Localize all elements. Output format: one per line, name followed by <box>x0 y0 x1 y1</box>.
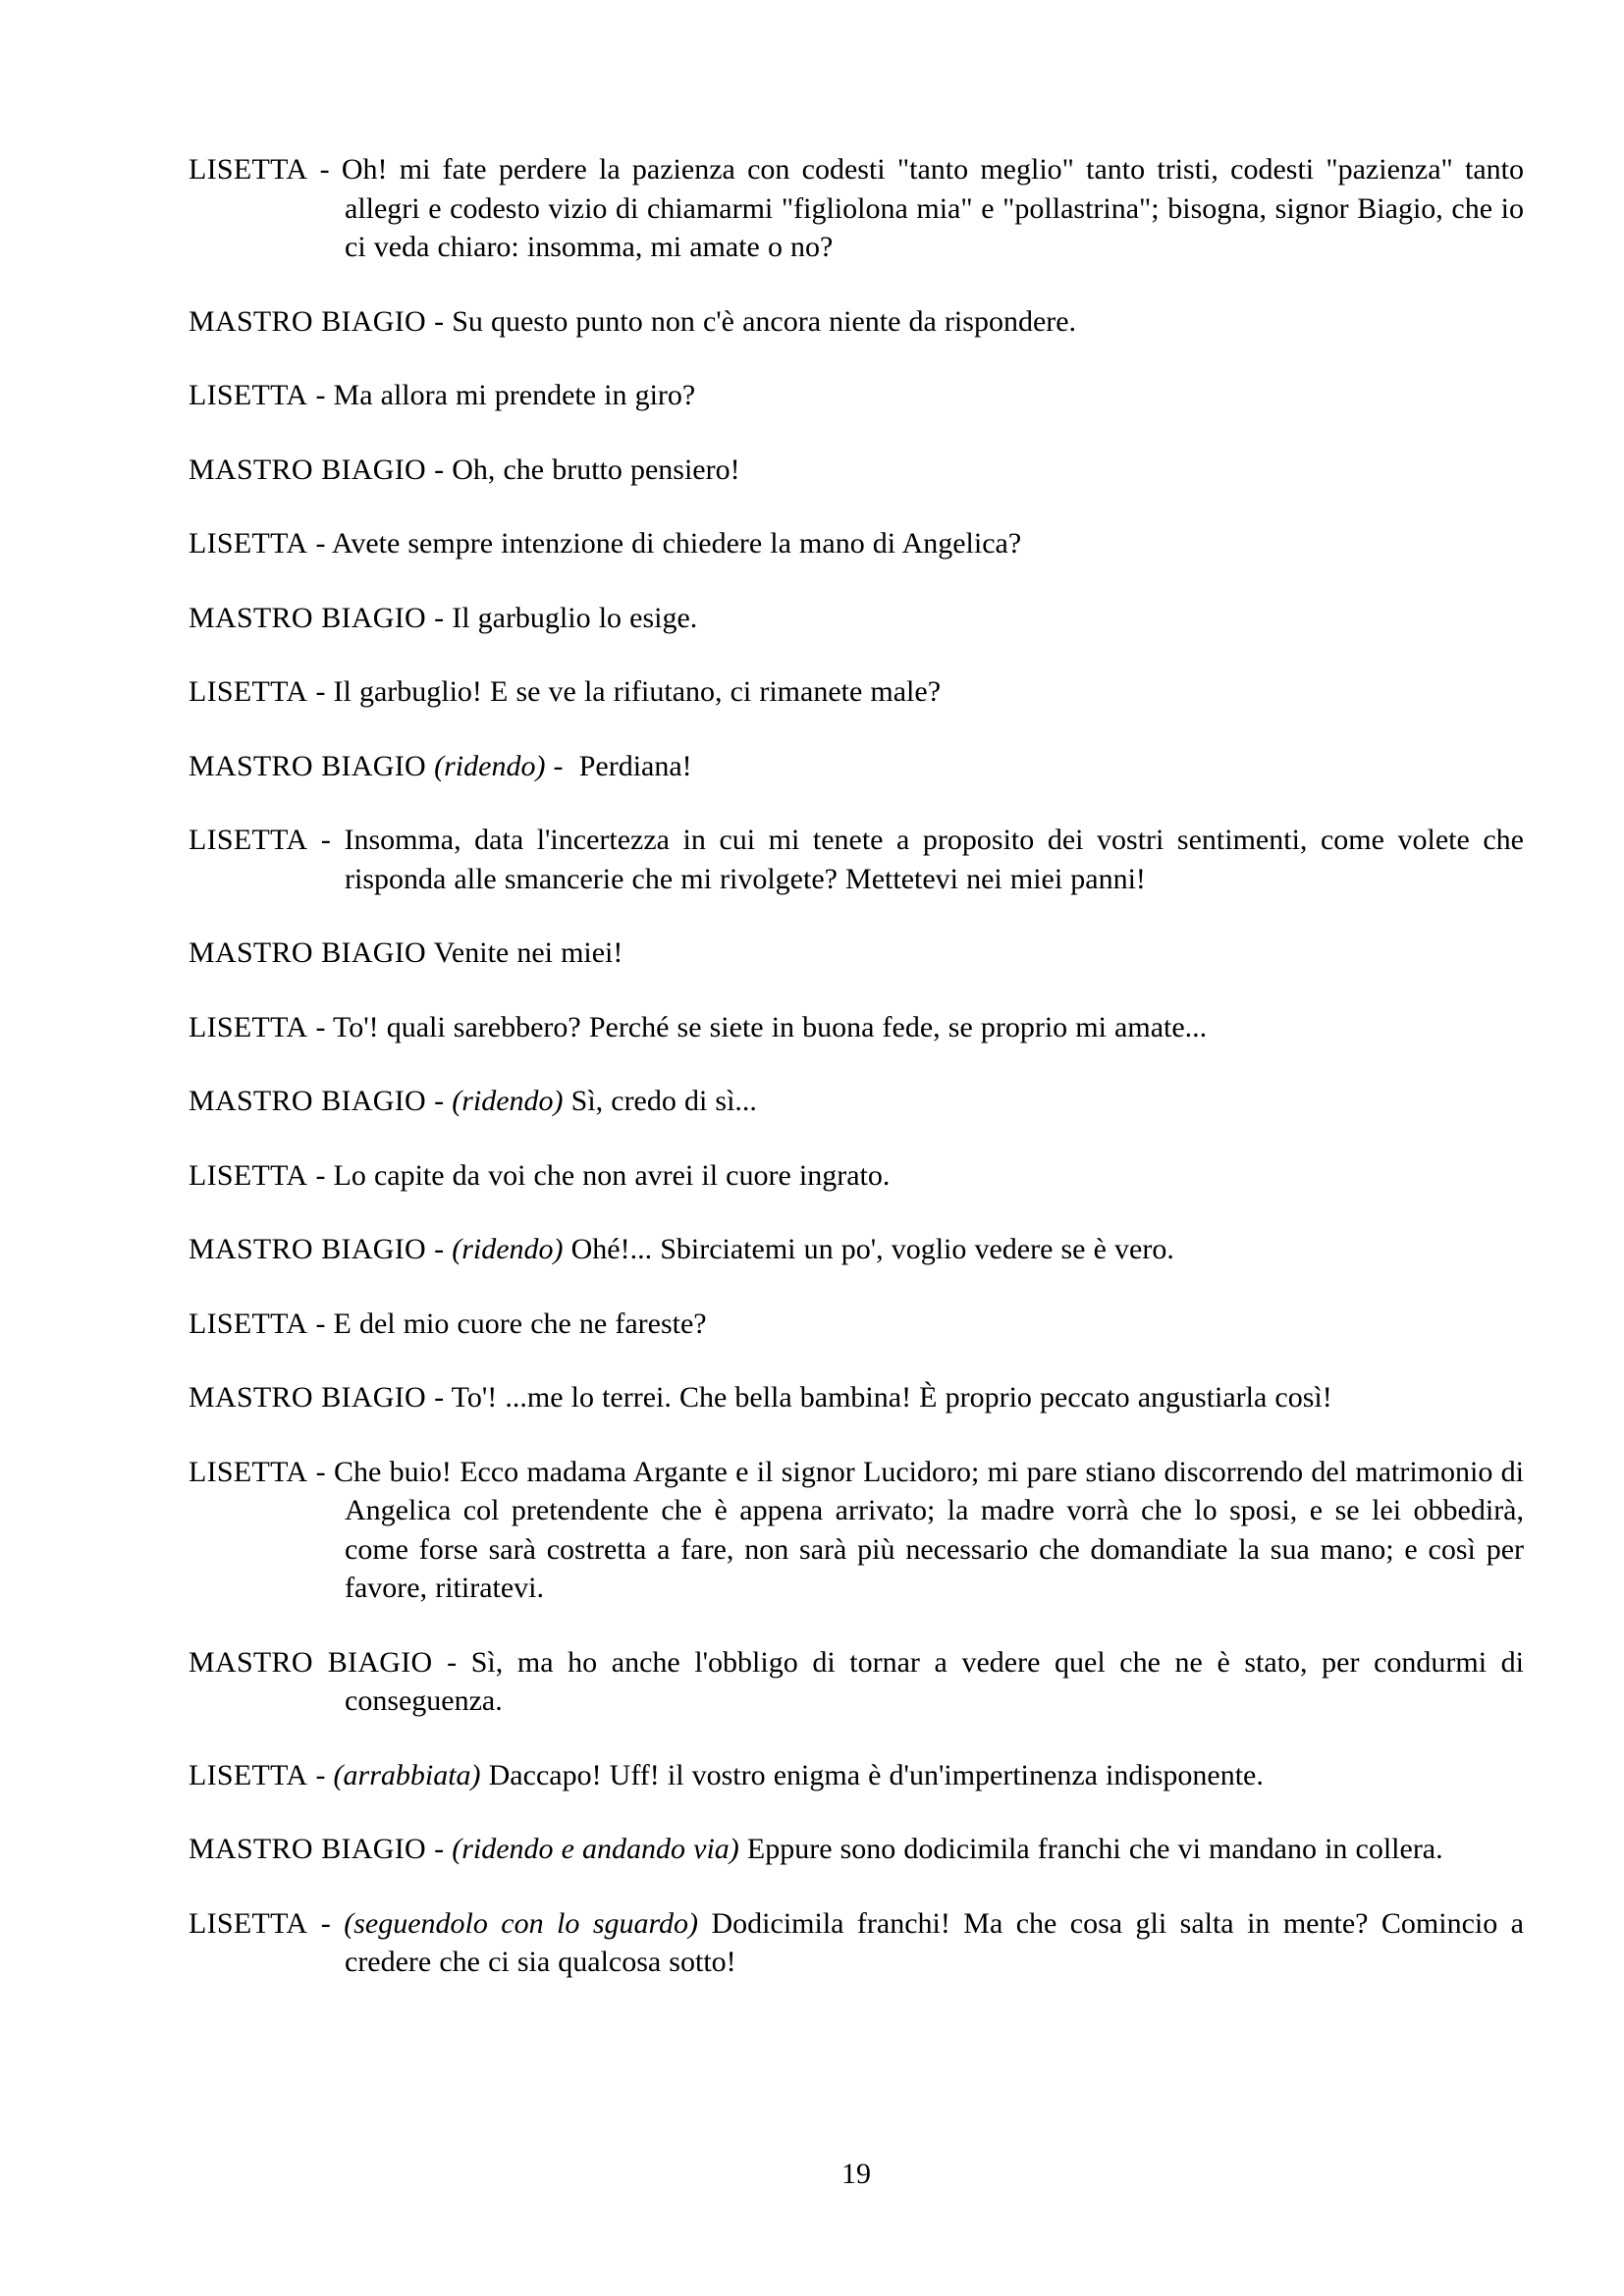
dialogue-paragraph <box>189 1904 1524 1982</box>
dialogue-text: - Lo capite da voi che non avrei il cuore ingrato. <box>307 1158 891 1192</box>
speaker-name: MASTRO BIAGIO <box>189 1085 427 1117</box>
dialogue-paragraph <box>189 1082 1524 1121</box>
dialogue-paragraph <box>189 1756 1524 1795</box>
dialogue-paragraph <box>189 1008 1524 1047</box>
dialogue-paragraph <box>189 1230 1524 1269</box>
dialogue-paragraph <box>189 376 1524 415</box>
speaker-name: MASTRO BIAGIO <box>189 601 427 634</box>
dialogue-text: - Ma allora mi prendete in giro? <box>307 379 696 411</box>
speaker-name: LISETTA <box>189 1455 308 1488</box>
dialogue-paragraph <box>189 451 1524 490</box>
speaker-name: LISETTA <box>189 379 308 411</box>
dialogue-paragraph <box>189 150 1524 267</box>
dialogue-text <box>426 750 434 782</box>
dialogue-paragraph <box>189 1830 1524 1869</box>
dialogue-text: - To'! ...me lo terrei. Che bella bambina! È proprio peccato angustiarla così! <box>426 1381 1332 1414</box>
speaker-name: MASTRO BIAGIO <box>189 304 427 338</box>
speaker-name: MASTRO BIAGIO <box>189 453 427 486</box>
speaker-name: LISETTA <box>189 1307 308 1340</box>
dialogue-paragraph <box>189 524 1524 563</box>
stage-direction: (ridendo) <box>452 1085 564 1117</box>
dialogue-text: - Avete sempre intenzione di chiedere la mano di Angelica? <box>307 527 1022 560</box>
speaker-name: MASTRO BIAGIO <box>189 1233 427 1265</box>
speaker-name: LISETTA <box>189 1906 308 1940</box>
dialogue-text: - <box>426 1085 453 1117</box>
dialogue-text: - Insomma, data l'incertezza in cui mi tenete a proposito dei vostri sentimenti, come volete che risponda alle smancerie che mi rivolgete? Mettetevi nei miei panni! <box>307 824 1524 895</box>
dialogue-text: - Il garbuglio lo esige. <box>426 601 698 634</box>
dialogue-text: Dodicimila franchi! Ma che cosa gli salta in mente? Comincio a credere che ci sia qualcosa sotto! <box>345 1906 1524 1978</box>
speaker-name: LISETTA <box>189 527 308 560</box>
dialogue-paragraph <box>189 672 1524 712</box>
dialogue-container <box>189 150 1524 1982</box>
speaker-name: LISETTA <box>189 153 308 186</box>
dialogue-paragraph <box>189 1305 1524 1344</box>
dialogue-paragraph <box>189 747 1524 786</box>
dialogue-paragraph <box>189 934 1524 973</box>
speaker-name: LISETTA <box>189 675 308 708</box>
dialogue-text: - Che buio! Ecco madama Argante e il signor Lucidoro; mi pare stiano discorrendo del matrimonio di Angelica col pretendente che è appena arrivato; la madre vorrà che lo sposi, e se lei obbedirà, come forse sarà costretta a fare, non sarà più necessario che domandiate la sua mano; e così per favore, ritiratevi. <box>307 1455 1524 1604</box>
dialogue-text: - Oh! mi fate perdere la pazienza con codesti "tanto meglio" tanto tristi, codesti "pazienza" tanto allegri e codesto vizio di chiamarmi "figliolona mia" e "pollastrina"; bisogna, signor Biagio, che io ci veda chiaro: insomma, mi amate o no? <box>307 153 1524 263</box>
dialogue-text: - <box>426 1833 453 1865</box>
dialogue-text: - <box>307 1906 345 1940</box>
dialogue-text: - Il garbuglio! E se ve la rifiutano, ci rimanete male? <box>307 675 942 708</box>
dialogue-text: - To'! quali sarebbero? Perché se siete in buona fede, se proprio mi amate... <box>307 1010 1208 1043</box>
dialogue-paragraph <box>189 1378 1524 1417</box>
speaker-name: LISETTA <box>189 1158 308 1192</box>
speaker-name: MASTRO BIAGIO <box>189 1833 427 1865</box>
dialogue-paragraph <box>189 1643 1524 1721</box>
dialogue-text: - Perdiana! <box>545 749 692 782</box>
stage-direction: (seguendolo con lo sguardo) <box>344 1906 699 1940</box>
dialogue-paragraph <box>189 599 1524 638</box>
dialogue-paragraph <box>189 302 1524 342</box>
speaker-name: LISETTA <box>189 1010 308 1043</box>
stage-direction: (ridendo e andando via) <box>452 1833 739 1865</box>
dialogue-text: Venite nei miei! <box>426 936 623 969</box>
stage-direction: (ridendo) <box>452 1233 564 1265</box>
speaker-name: MASTRO BIAGIO <box>189 1381 427 1414</box>
dialogue-text: Eppure sono dodicimila franchi che vi mandano in collera. <box>738 1833 1443 1865</box>
dialogue-text: - Sì, ma ho anche l'obbligo di tornar a vedere quel che ne è stato, per condurmi di conseguenza. <box>345 1645 1524 1717</box>
dialogue-text: - Oh, che brutto pensiero! <box>426 453 740 486</box>
page-number: 19 <box>841 2158 871 2190</box>
speaker-name: MASTRO BIAGIO <box>189 936 427 969</box>
speaker-name: MASTRO BIAGIO <box>189 1645 433 1679</box>
dialogue-text: - <box>426 1233 453 1265</box>
speaker-name: LISETTA <box>189 824 308 856</box>
dialogue-text: - E del mio cuore che ne fareste? <box>307 1307 707 1340</box>
speaker-name: MASTRO BIAGIO <box>189 749 427 782</box>
stage-direction: (arrabbiata) <box>333 1758 481 1791</box>
speaker-name: LISETTA <box>189 1758 308 1791</box>
stage-direction: (ridendo) <box>434 749 546 782</box>
dialogue-paragraph <box>189 821 1524 898</box>
dialogue-paragraph <box>189 1453 1524 1608</box>
dialogue-paragraph <box>189 1156 1524 1196</box>
dialogue-text: - <box>307 1758 334 1791</box>
dialogue-text: - Su questo punto non c'è ancora niente da rispondere. <box>426 304 1077 338</box>
dialogue-text: Sì, credo di sì... <box>563 1085 757 1117</box>
dialogue-text: Ohé!... Sbirciatemi un po', voglio vedere se è vero. <box>563 1233 1174 1265</box>
dialogue-text: Daccapo! Uff! il vostro enigma è d'un'impertinenza indisponente. <box>480 1758 1264 1791</box>
